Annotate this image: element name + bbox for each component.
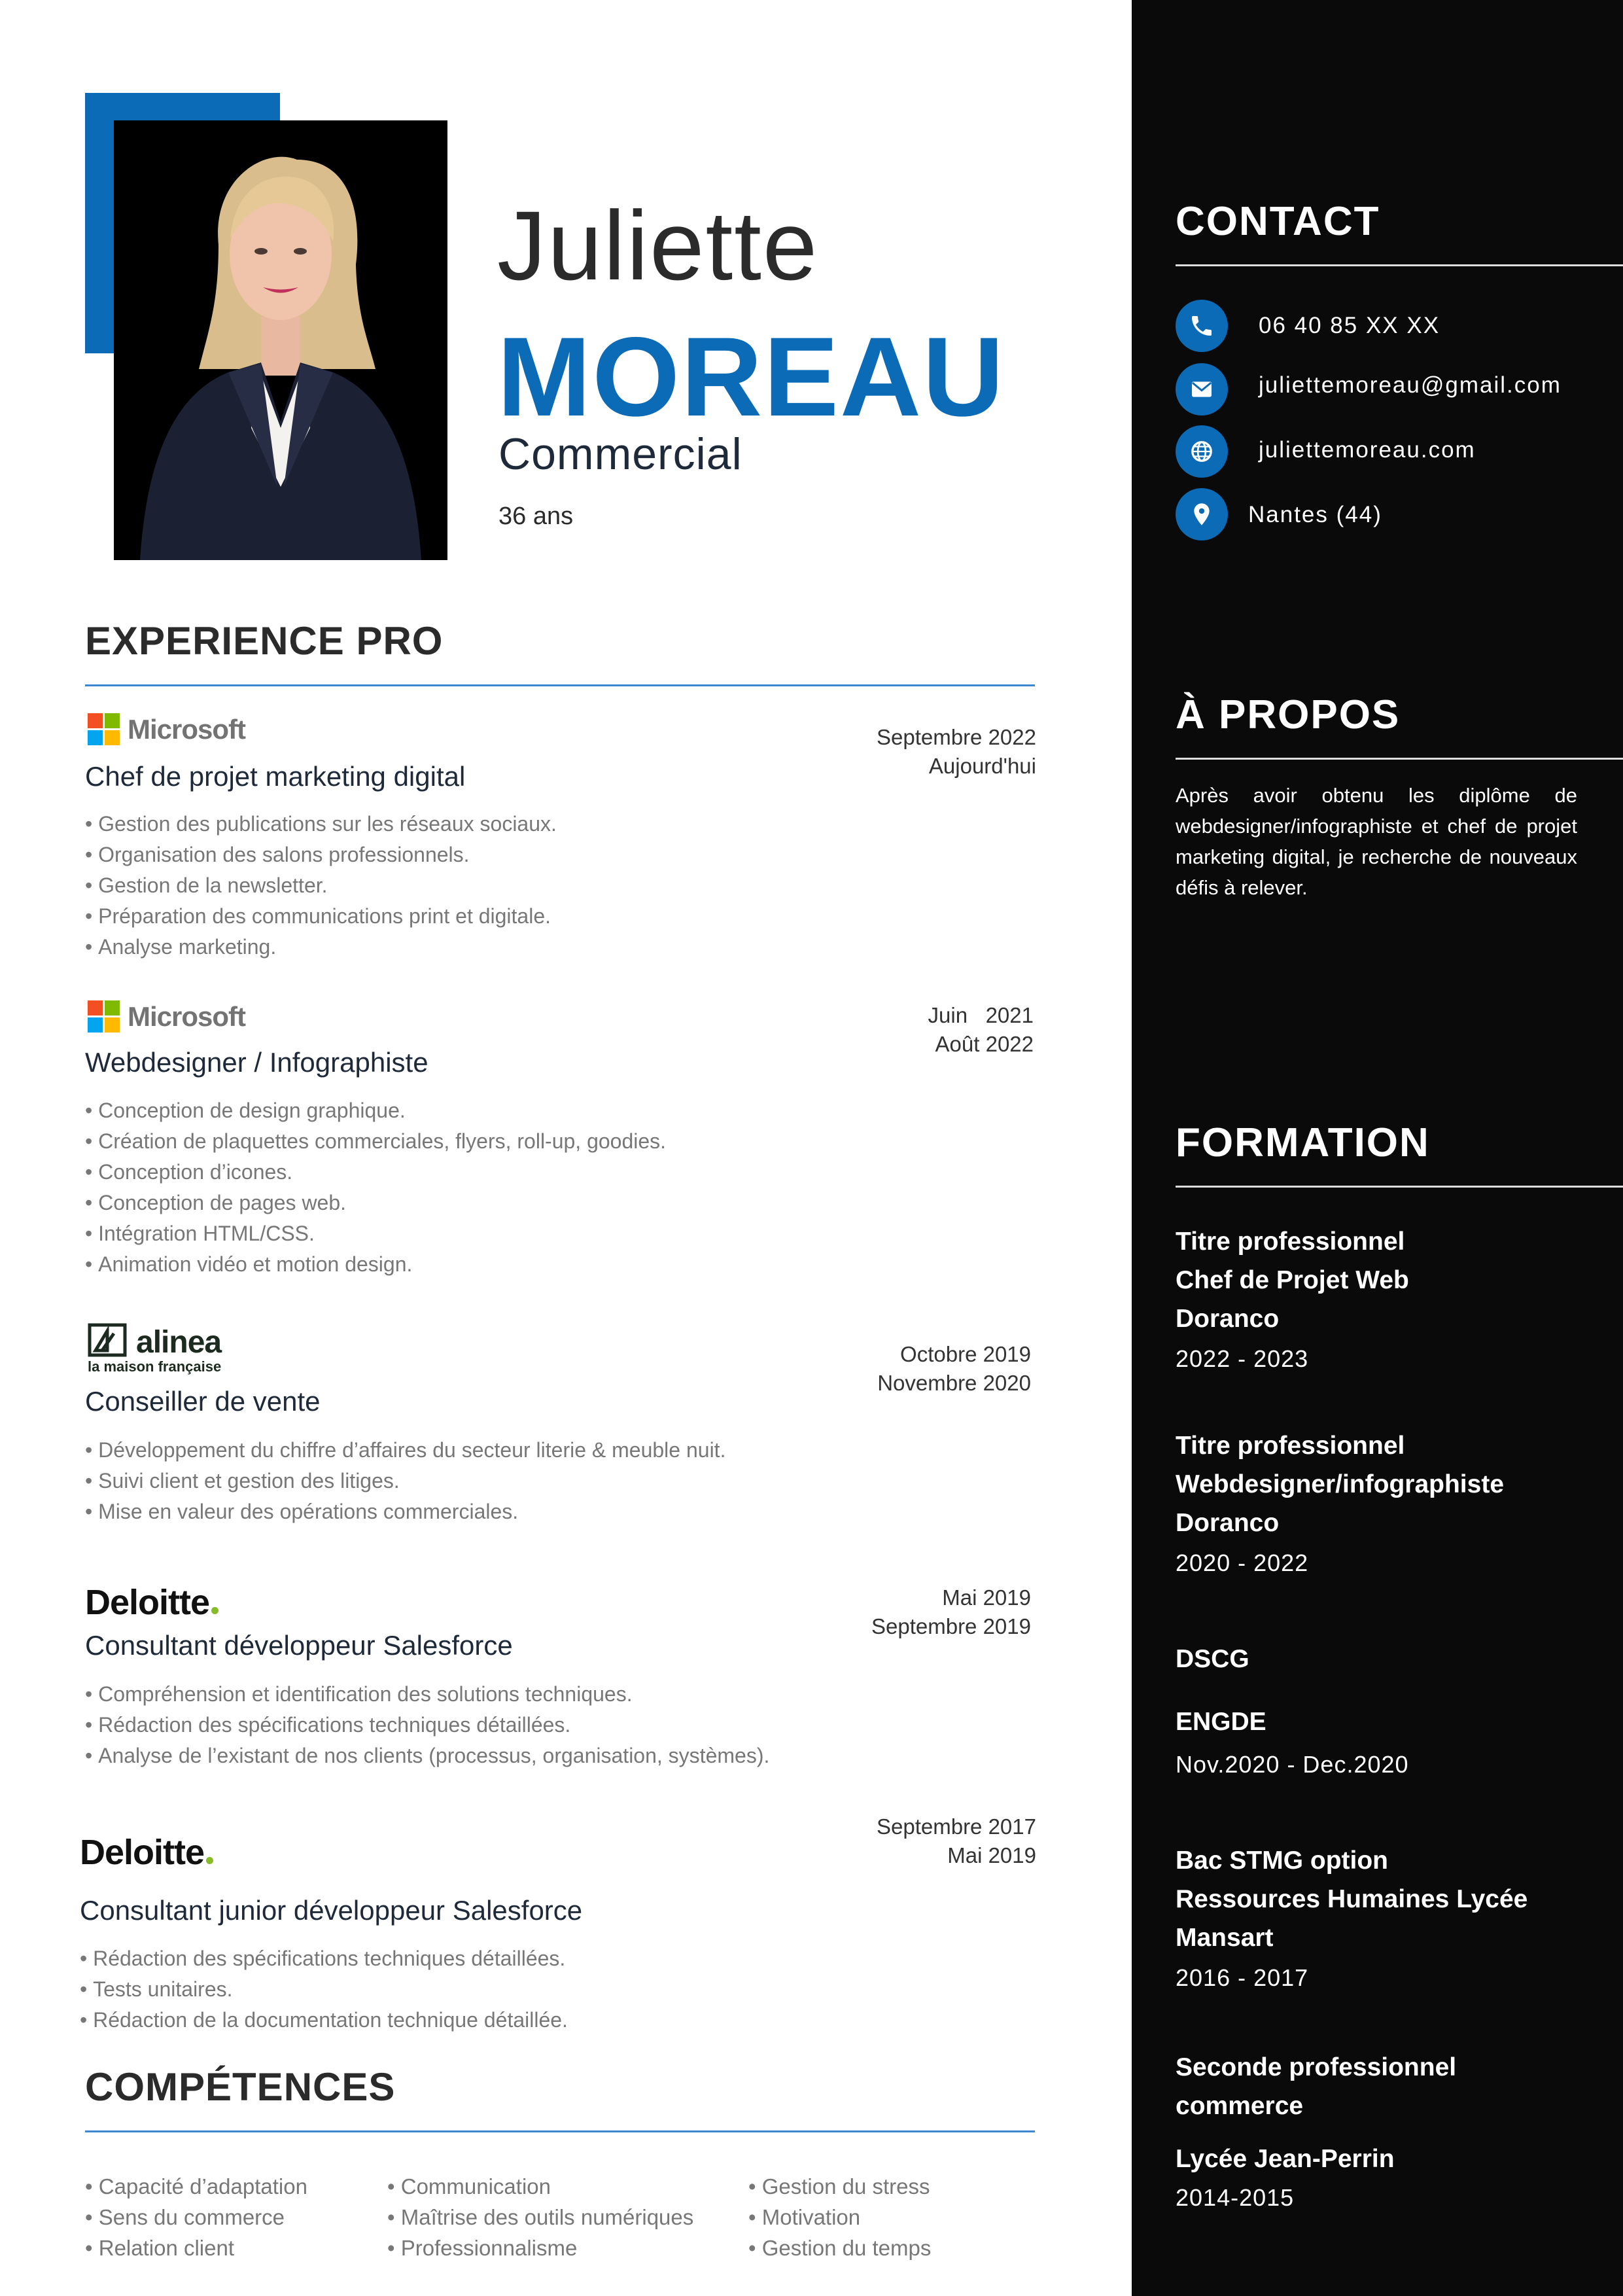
microsoft-squares-icon <box>88 1000 120 1033</box>
skill-item: • Communication <box>387 2171 693 2202</box>
company-name: Deloitte <box>80 1833 205 1872</box>
alinea-mark-icon <box>88 1323 127 1357</box>
education-divider <box>1176 1186 1623 1188</box>
list-item: • Conception de design graphique. <box>85 1095 666 1126</box>
job-bullets <box>85 1679 769 1771</box>
skill-item: • Gestion du temps <box>748 2233 931 2263</box>
age: 36 ans <box>498 503 574 530</box>
globe-icon <box>1176 425 1228 478</box>
deloitte-dot-icon <box>211 1607 218 1614</box>
microsoft-logo <box>88 713 245 745</box>
first-name: Juliette <box>497 190 819 300</box>
education-line: Bac STMG option <box>1176 1846 1388 1875</box>
education-line: commerce <box>1176 2092 1304 2120</box>
list-item: • Animation vidéo et motion design. <box>85 1249 666 1280</box>
list-item: • Analyse marketing. <box>85 932 557 963</box>
education-line: Titre professionnel <box>1176 1432 1405 1460</box>
skill-item: • Sens du commerce <box>85 2202 307 2233</box>
list-item: • Préparation des communications print et digitale. <box>85 901 557 932</box>
about-text: Après avoir obtenu les diplôme de webdesigner/infographiste et chef de projet marketing digital, je recherche de nouveaux défis à relever. <box>1176 784 1577 899</box>
experience-divider <box>85 684 1035 686</box>
education-heading: FORMATION <box>1176 1120 1430 1165</box>
profile-photo <box>114 120 447 560</box>
education-line: DSCG <box>1176 1645 1249 1673</box>
job-dates <box>709 723 1036 781</box>
education-line: Webdesigner/infographiste <box>1176 1470 1505 1498</box>
education-line: Ressources Humaines Lycée <box>1176 1885 1528 1913</box>
date-end: Novembre 2020 <box>877 1371 1031 1395</box>
list-item: • Suivi client et gestion des litiges. <box>85 1466 725 1496</box>
education-line: Titre professionnel <box>1176 1227 1405 1256</box>
company-name: Microsoft <box>128 713 245 745</box>
education-item <box>1176 2140 1395 2210</box>
job-dates <box>709 1812 1036 1870</box>
list-item: • Compréhension et identification des solutions techniques. <box>85 1679 769 1710</box>
skills-column <box>85 2171 307 2263</box>
list-item: • Intégration HTML/CSS. <box>85 1218 666 1249</box>
job-dates <box>707 1001 1034 1059</box>
date-start: Mai 2019 <box>942 1585 1031 1610</box>
job-bullets <box>85 809 557 963</box>
education-dates: 2020 - 2022 <box>1176 1549 1309 1576</box>
date-end: Mai 2019 <box>947 1843 1036 1867</box>
job-dates <box>704 1340 1031 1398</box>
skill-item: • Motivation <box>748 2202 931 2233</box>
microsoft-squares-icon <box>88 713 120 745</box>
skill-item: • Gestion du stress <box>748 2171 931 2202</box>
list-item: • Conception d’icones. <box>85 1157 666 1188</box>
education-line: ENGDE <box>1176 1708 1266 1736</box>
date-start: Juin 2021 <box>928 1003 1034 1027</box>
skill-item: • Relation client <box>85 2233 307 2263</box>
location-pin-icon <box>1176 488 1228 540</box>
skills-column <box>387 2171 693 2263</box>
about-divider <box>1176 758 1623 760</box>
list-item: • Gestion des publications sur les réseaux sociaux. <box>85 809 557 839</box>
list-item: • Rédaction des spécifications techniques détaillées. <box>80 1943 568 1974</box>
job-bullets <box>80 1943 568 2036</box>
education-dates: 2014-2015 <box>1176 2184 1295 2211</box>
education-dates: 2016 - 2017 <box>1176 1964 1309 1991</box>
skill-item: • Capacité d’adaptation <box>85 2171 307 2202</box>
education-item <box>1176 1640 1249 1678</box>
job-title: Chef de projet marketing digital <box>85 761 466 792</box>
date-end: Septembre 2019 <box>871 1614 1031 1638</box>
job-title: Commercial <box>498 429 742 479</box>
date-start: Septembre 2022 <box>876 725 1036 749</box>
education-line: Seconde professionnel <box>1176 2053 1457 2081</box>
job-title: Consultant développeur Salesforce <box>85 1630 513 1661</box>
date-end: Août 2022 <box>935 1032 1034 1056</box>
list-item: • Mise en valeur des opérations commerciales. <box>85 1496 725 1527</box>
job-bullets <box>85 1095 666 1280</box>
date-end: Aujourd'hui <box>928 754 1036 778</box>
company-tagline: la maison française <box>88 1358 222 1375</box>
skills-column <box>748 2171 931 2263</box>
education-line: Mansart <box>1176 1924 1274 1952</box>
skill-item: • Professionnalisme <box>387 2233 693 2263</box>
job-bullets <box>85 1435 725 1527</box>
education-line: Chef de Projet Web <box>1176 1266 1409 1294</box>
deloitte-logo <box>80 1835 213 1870</box>
deloitte-dot-icon <box>206 1857 213 1864</box>
contact-website[interactable]: juliettemoreau.com <box>1259 437 1476 463</box>
date-start: Octobre 2019 <box>900 1342 1031 1366</box>
education-dates: Nov.2020 - Dec.2020 <box>1176 1751 1409 1778</box>
experience-heading: EXPERIENCE PRO <box>85 619 444 663</box>
contact-location: Nantes (44) <box>1248 502 1382 527</box>
list-item: • Tests unitaires. <box>80 1974 568 2005</box>
education-item <box>1176 1841 1527 1990</box>
date-start: Septembre 2017 <box>876 1814 1036 1839</box>
company-name: alinea <box>136 1325 222 1360</box>
job-title: Webdesigner / Infographiste <box>85 1047 428 1078</box>
education-line: Doranco <box>1176 1509 1280 1537</box>
list-item: • Rédaction de la documentation technique détaillée. <box>80 2005 568 2036</box>
education-item <box>1176 1426 1504 1575</box>
skills-heading: COMPÉTENCES <box>85 2065 396 2109</box>
microsoft-logo <box>88 1000 245 1033</box>
education-item <box>1176 1703 1409 1776</box>
list-item: • Développement du chiffre d’affaires du secteur literie & meuble nuit. <box>85 1435 725 1466</box>
phone-icon <box>1176 300 1228 352</box>
mail-icon <box>1176 363 1228 415</box>
list-item: • Rédaction des spécifications techniques détaillées. <box>85 1710 769 1740</box>
contact-heading: CONTACT <box>1176 199 1380 244</box>
job-title: Consultant junior développeur Salesforce <box>80 1895 583 1926</box>
job-title: Conseiller de vente <box>85 1386 321 1417</box>
company-name: Deloitte <box>85 1583 210 1622</box>
skill-item: • Maîtrise des outils numériques <box>387 2202 693 2233</box>
list-item: • Création de plaquettes commerciales, flyers, roll-up, goodies. <box>85 1126 666 1157</box>
list-item: • Conception de pages web. <box>85 1188 666 1218</box>
list-item: • Organisation des salons professionnels. <box>85 839 557 870</box>
education-item <box>1176 1222 1409 1371</box>
contact-phone[interactable]: 06 40 85 XX XX <box>1259 313 1440 338</box>
job-dates <box>704 1583 1031 1641</box>
alinea-logo <box>88 1323 232 1375</box>
list-item: • Analyse de l’existant de nos clients (processus, organisation, systèmes). <box>85 1740 769 1771</box>
contact-email[interactable]: juliettemoreau@gmail.com <box>1259 372 1562 398</box>
education-line: Lycée Jean-Perrin <box>1176 2145 1395 2173</box>
education-dates: 2022 - 2023 <box>1176 1345 1309 1372</box>
deloitte-logo <box>85 1585 218 1620</box>
company-name: Microsoft <box>128 1000 245 1032</box>
education-item <box>1176 2048 1456 2125</box>
skills-divider <box>85 2130 1035 2132</box>
list-item: • Gestion de la newsletter. <box>85 870 557 901</box>
last-name: MOREAU <box>497 314 1005 440</box>
about-heading: À PROPOS <box>1176 692 1401 737</box>
contact-divider <box>1176 264 1623 266</box>
education-line: Doranco <box>1176 1305 1280 1333</box>
